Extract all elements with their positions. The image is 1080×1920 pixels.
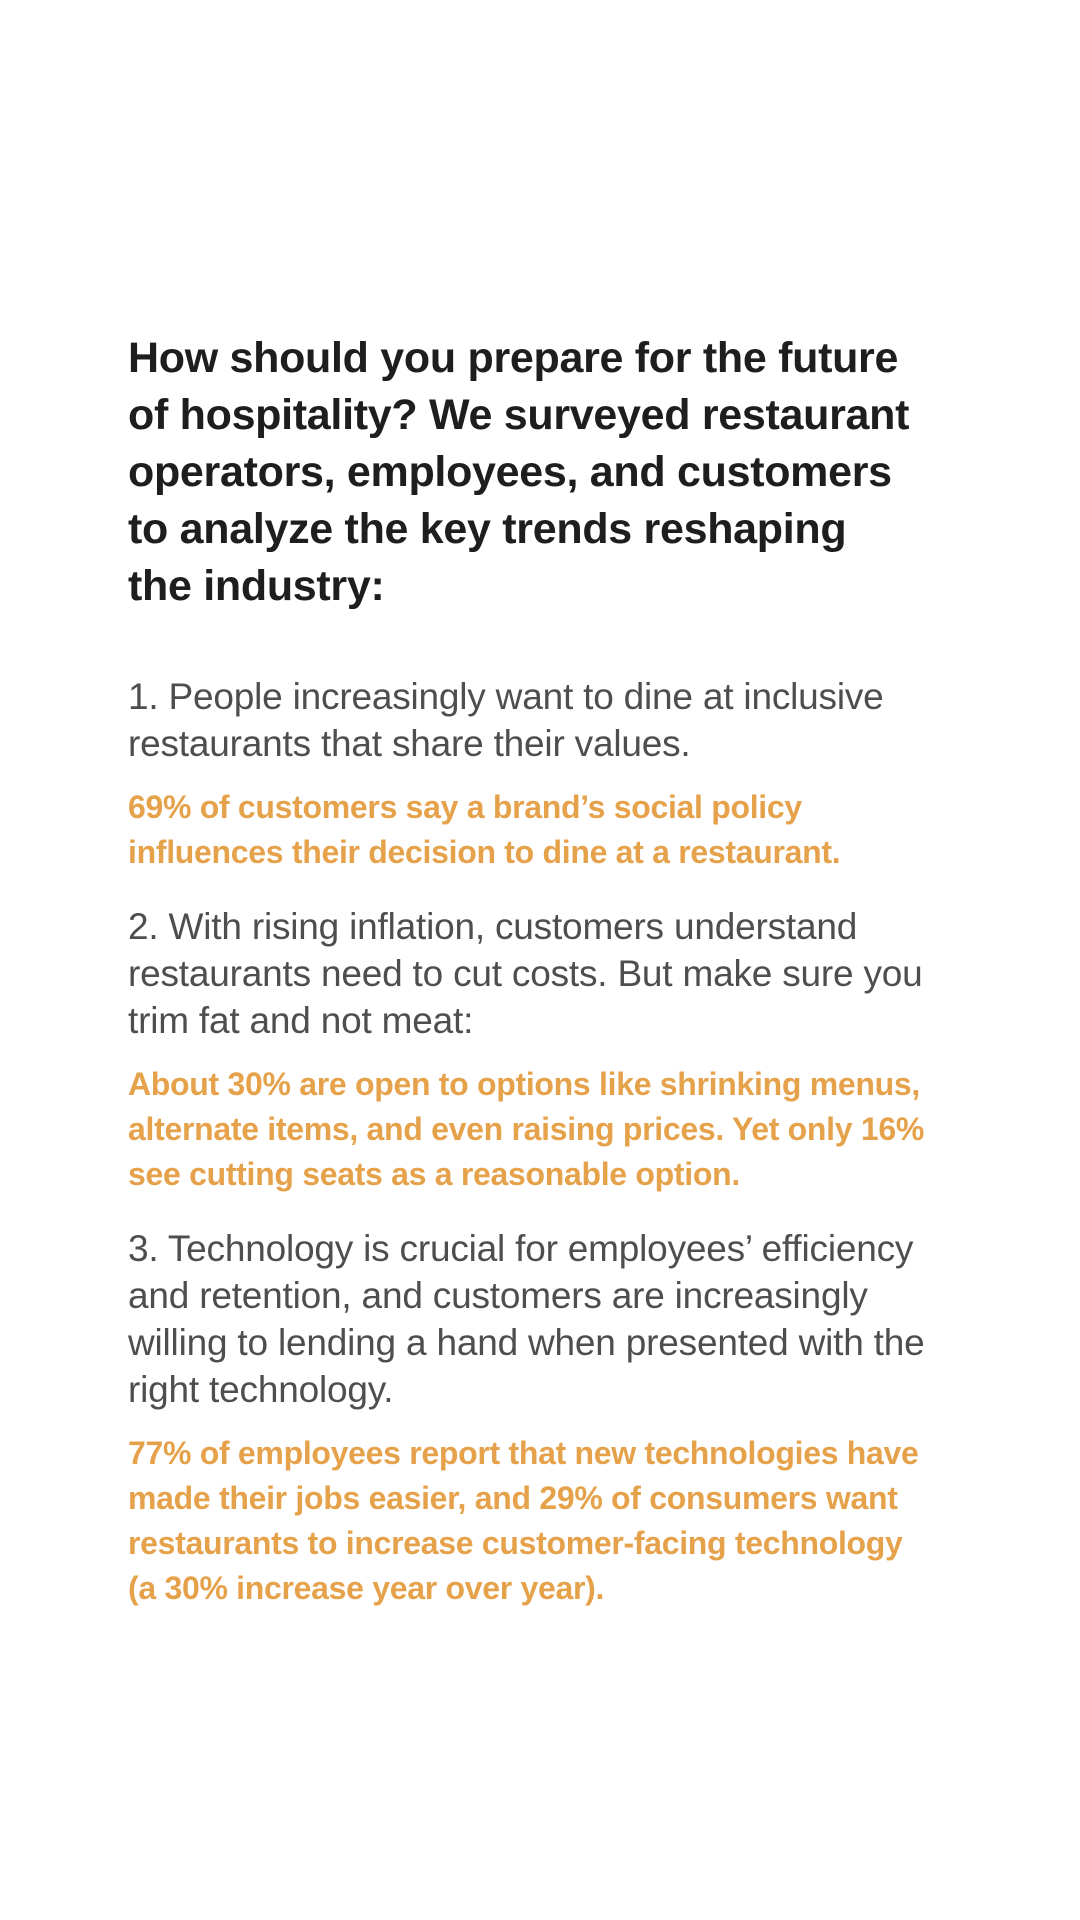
page-title-line-4: to analyze the key trends reshaping	[128, 505, 847, 553]
trend-3-text-line-1: 3. Technology is crucial for employees’ efficiency	[128, 1228, 914, 1269]
trend-2-text-line-2: restaurants need to cut costs. But make sure you	[128, 953, 923, 994]
page-title-line-3: operators, employees, and customers	[128, 448, 892, 496]
trend-3-text	[128, 1225, 1020, 1413]
trend-3-stat-line-1: 77% of employees report that new technologies have	[128, 1435, 919, 1471]
trend-1-stat-line-1: 69% of customers say a brand’s social policy	[128, 789, 802, 825]
trend-2-stat-line-3: see cutting seats as a reasonable option.	[128, 1156, 740, 1192]
trend-3-text-line-4: right technology.	[128, 1369, 394, 1410]
trend-1-text-line-1: 1. People increasingly want to dine at inclusive	[128, 676, 884, 717]
page-title-line-5: the industry:	[128, 562, 385, 610]
trend-1-stat	[128, 785, 1020, 875]
trend-3-stat	[128, 1431, 1020, 1611]
trend-2-stat	[128, 1062, 1020, 1197]
trend-item-2	[128, 903, 1020, 1197]
page-title-line-1: How should you prepare for the future	[128, 334, 899, 382]
trend-item-1	[128, 673, 1020, 875]
trend-1-stat-line-2: influences their decision to dine at a restaurant.	[128, 834, 841, 870]
trend-3-stat-line-2: made their jobs easier, and 29% of consumers want	[128, 1480, 898, 1516]
trend-item-3	[128, 1225, 1020, 1611]
trend-2-text-line-3: trim fat and not meat:	[128, 1000, 474, 1041]
trend-2-stat-line-1: About 30% are open to options like shrinking menus,	[128, 1066, 920, 1102]
page-title-line-2: of hospitality? We surveyed restaurant	[128, 391, 910, 439]
trend-3-stat-line-4: (a 30% increase year over year).	[128, 1570, 605, 1606]
trend-3-text-line-3: willing to lending a hand when presented with the	[128, 1322, 925, 1363]
page-title	[128, 330, 1020, 615]
trend-1-text	[128, 673, 1020, 767]
trend-3-text-line-2: and retention, and customers are increasingly	[128, 1275, 868, 1316]
trend-1-text-line-2: restaurants that share their values.	[128, 723, 691, 764]
trend-2-text	[128, 903, 1020, 1044]
trend-2-text-line-1: 2. With rising inflation, customers understand	[128, 906, 858, 947]
trend-2-stat-line-2: alternate items, and even raising prices. Yet only 16%	[128, 1111, 925, 1147]
trend-3-stat-line-3: restaurants to increase customer-facing technology	[128, 1525, 903, 1561]
